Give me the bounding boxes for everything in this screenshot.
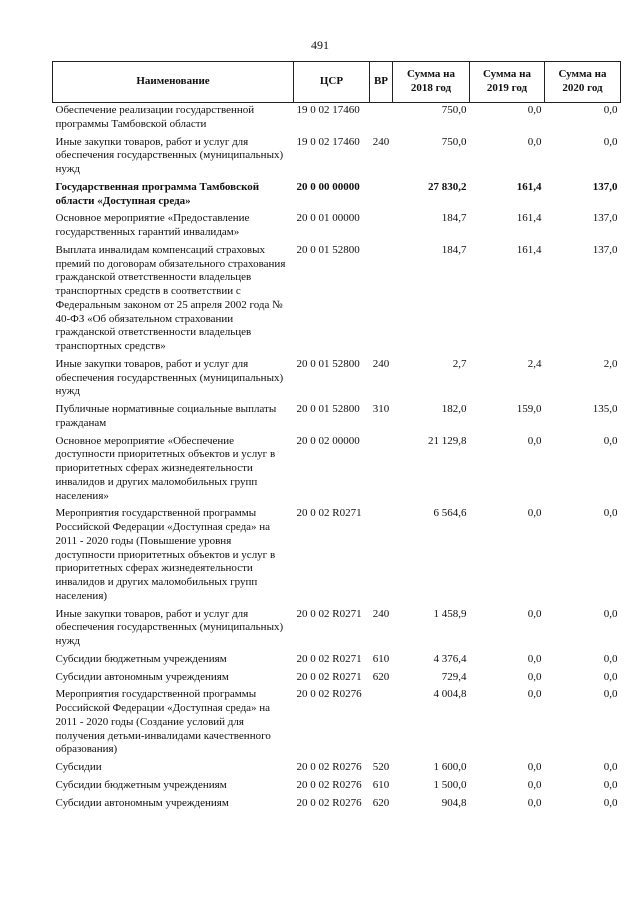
row-sum-2018: 1 458,9 — [433, 607, 467, 620]
row-csr: 19 0 02 17460 — [296, 135, 360, 148]
row-name: Публичные нормативные социальные выплаты гражданам — [55, 403, 277, 429]
row-name: Основное мероприятие «Обеспечение доступности приоритетных объектов и услуг в приоритетных сферах жизнедеятельности инвалидов и других маломобильных групп населения» — [55, 434, 276, 502]
row-sum-2020: 0,0 — [603, 670, 618, 683]
row-name: Субсидии бюджетным учреждениям — [55, 778, 227, 791]
table-row — [53, 760, 621, 778]
table-row — [53, 434, 621, 507]
row-sum-2020: 2,0 — [603, 357, 618, 370]
table-row — [53, 103, 621, 135]
table-row — [53, 402, 621, 434]
row-name: Государственная программа Тамбовской области «Доступная среда» — [55, 180, 260, 207]
row-name: Субсидии автономным учреждениям — [55, 670, 229, 683]
row-csr: 20 0 02 R0276 — [296, 688, 362, 701]
row-sum-2018: 182,0 — [441, 403, 467, 415]
row-vr: 310 — [372, 403, 390, 415]
row-sum-2019: 161,4 — [516, 243, 542, 256]
row-csr: 20 0 02 R0276 — [296, 796, 362, 809]
table-row — [53, 607, 621, 652]
row-sum-2018: 6 564,6 — [433, 507, 467, 520]
row-vr: 610 — [372, 778, 390, 791]
table-row — [53, 652, 621, 670]
row-csr: 20 0 02 R0271 — [296, 507, 362, 520]
row-csr: 20 0 02 R0271 — [296, 670, 362, 683]
row-vr: 620 — [372, 796, 390, 809]
row-sum-2019: 0,0 — [527, 778, 542, 791]
row-vr — [370, 211, 393, 243]
row-name: Иные закупки товаров, работ и услуг для обеспечения государственных (муниципальных) нужд — [55, 607, 284, 647]
table-row — [53, 506, 621, 606]
row-sum-2019: 0,0 — [527, 434, 542, 447]
row-sum-2018: 4 004,8 — [433, 688, 467, 701]
header-name: Наименование — [53, 62, 294, 103]
row-sum-2020: 135,0 — [592, 403, 618, 415]
table-header-row — [53, 62, 621, 103]
row-sum-2019: 0,0 — [527, 761, 542, 773]
row-name: Субсидии — [55, 761, 102, 773]
row-csr: 20 0 01 52800 — [296, 243, 360, 256]
header-csr: ЦСР — [294, 62, 370, 103]
row-vr — [370, 434, 393, 507]
header-sum-2020: Сумма на 2020 год — [545, 62, 621, 103]
row-sum-2018: 2,7 — [452, 357, 467, 370]
header-sum-2018: Сумма на 2018 год — [393, 62, 470, 103]
row-sum-2018: 750,0 — [441, 135, 467, 148]
row-vr: 240 — [372, 607, 390, 620]
row-sum-2019: 159,0 — [516, 403, 542, 415]
row-vr: 240 — [372, 357, 390, 370]
row-sum-2019: 0,0 — [527, 652, 542, 665]
row-sum-2019: 0,0 — [527, 135, 542, 148]
header-sum-2019: Сумма на 2019 год — [470, 62, 545, 103]
row-sum-2018: 729,4 — [441, 670, 467, 683]
row-sum-2018: 1 500,0 — [433, 778, 467, 791]
row-csr: 20 0 01 52800 — [296, 403, 360, 415]
row-vr — [370, 180, 393, 212]
row-sum-2018: 4 376,4 — [433, 652, 467, 665]
row-name: Выплата инвалидам компенсаций страховых премий по договорам обязательного страхования гражданской ответственности владельцев транспортных средств в соответствии с Федеральным законом от 25 апреля 2002 года № 40-ФЗ «Об обязательном страховании гражданской ответственности владельцев транспортных средств» — [55, 243, 286, 352]
row-sum-2020: 0,0 — [603, 796, 618, 809]
row-sum-2019: 0,0 — [527, 796, 542, 809]
row-sum-2020: 0,0 — [603, 652, 618, 665]
row-sum-2020: 0,0 — [603, 507, 618, 520]
row-sum-2019: 161,4 — [516, 180, 542, 193]
row-vr — [370, 243, 393, 357]
row-sum-2018: 27 830,2 — [428, 180, 467, 193]
row-sum-2019: 161,4 — [516, 212, 542, 225]
table-row — [53, 687, 621, 760]
row-csr: 20 0 00 00000 — [296, 180, 360, 193]
row-sum-2018: 750,0 — [441, 104, 467, 116]
row-name: Основное мероприятие «Предоставление государственных гарантий инвалидам» — [55, 212, 250, 238]
row-sum-2020: 0,0 — [603, 607, 618, 620]
row-vr: 520 — [372, 761, 390, 773]
page-number: 491 — [311, 38, 329, 52]
row-name: Субсидии бюджетным учреждениям — [55, 652, 227, 665]
table-row — [53, 211, 621, 243]
table-row — [53, 135, 621, 180]
row-name: Иные закупки товаров, работ и услуг для обеспечения государственных (муниципальных) нужд — [55, 357, 284, 398]
row-sum-2019: 0,0 — [527, 607, 542, 620]
row-csr: 20 0 02 R0271 — [296, 607, 362, 620]
row-sum-2019: 0,0 — [527, 688, 542, 701]
row-sum-2018: 904,8 — [441, 796, 467, 809]
row-name: Субсидии автономным учреждениям — [55, 796, 229, 809]
row-vr — [370, 687, 393, 760]
row-name: Мероприятия государственной программы Российской Федерации «Доступная среда» на 2011 - 2020 годы (Повышение уровня доступности приоритетных объектов и услуг в приоритетных сферах жизнедеятельности инвалидов и других маломобильных групп населения) — [55, 507, 276, 602]
row-sum-2020: 0,0 — [603, 778, 618, 791]
row-sum-2019: 2,4 — [527, 357, 542, 370]
row-sum-2020: 0,0 — [603, 688, 618, 701]
row-sum-2020: 0,0 — [603, 434, 618, 447]
row-name: Мероприятия государственной программы Российской Федерации «Доступная среда» на 2011 - 2020 годы (Создание условий для получения детьми-инвалидами качественного образования) — [55, 688, 271, 756]
row-sum-2018: 21 129,8 — [428, 434, 467, 447]
row-name: Иные закупки товаров, работ и услуг для обеспечения государственных (муниципальных) нужд — [55, 135, 284, 175]
row-sum-2020: 0,0 — [603, 135, 618, 148]
table-row — [53, 796, 621, 814]
row-sum-2020: 137,0 — [592, 180, 618, 193]
row-sum-2018: 184,7 — [441, 243, 467, 256]
row-vr: 610 — [372, 652, 390, 665]
row-sum-2020: 137,0 — [592, 243, 618, 256]
row-csr: 20 0 02 R0271 — [296, 652, 362, 665]
table-row — [53, 670, 621, 688]
table-row — [53, 180, 621, 212]
row-vr — [370, 506, 393, 606]
row-csr: 20 0 01 52800 — [296, 357, 360, 370]
row-sum-2018: 1 600,0 — [433, 761, 467, 773]
header-vr: ВР — [370, 62, 393, 103]
row-sum-2020: 137,0 — [592, 212, 618, 225]
row-csr: 20 0 02 R0276 — [296, 778, 362, 791]
row-vr: 240 — [372, 135, 390, 148]
row-sum-2020: 0,0 — [603, 761, 618, 773]
row-sum-2020: 0,0 — [603, 104, 618, 116]
row-csr: 20 0 02 R0276 — [296, 761, 362, 773]
table-row — [53, 243, 621, 357]
table-row — [53, 778, 621, 796]
row-csr: 19 0 02 17460 — [296, 104, 360, 116]
budget-table — [52, 61, 621, 813]
row-sum-2019: 0,0 — [527, 670, 542, 683]
row-sum-2018: 184,7 — [441, 212, 467, 225]
row-vr — [370, 103, 393, 135]
row-sum-2019: 0,0 — [527, 507, 542, 520]
row-sum-2019: 0,0 — [527, 104, 542, 116]
table-row — [53, 357, 621, 402]
row-csr: 20 0 01 00000 — [296, 212, 360, 225]
row-name: Обеспечение реализации государственной программы Тамбовской области — [55, 104, 255, 130]
row-csr: 20 0 02 00000 — [296, 434, 360, 447]
row-vr: 620 — [372, 670, 390, 683]
